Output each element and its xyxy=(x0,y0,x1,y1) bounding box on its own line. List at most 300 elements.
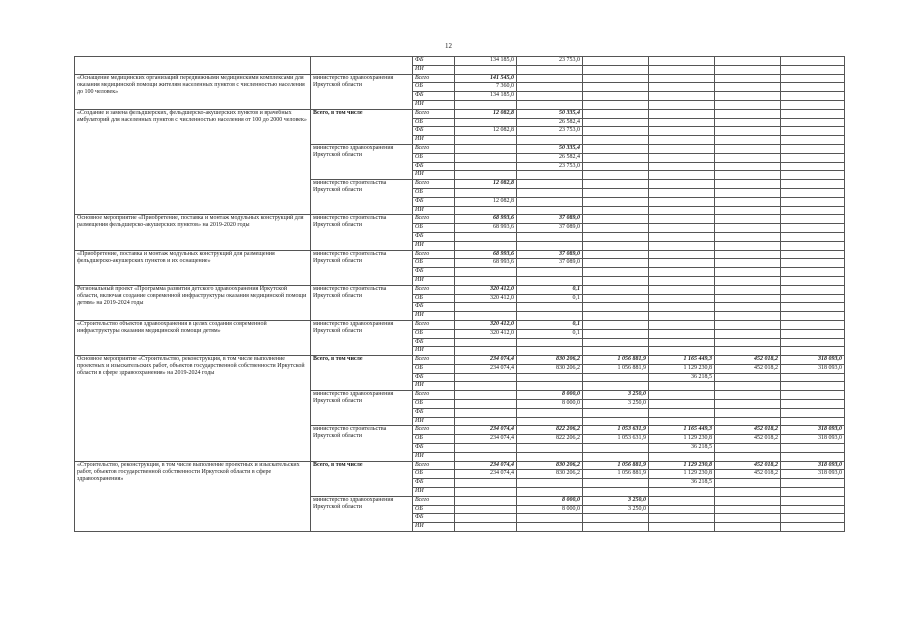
source-cell: ИИ xyxy=(413,488,455,497)
value-cell xyxy=(455,444,517,453)
value-cell xyxy=(715,452,781,461)
value-cell xyxy=(583,136,649,145)
value-cell xyxy=(781,338,845,347)
value-cell: 318 093,0 xyxy=(781,470,845,479)
responsible-cell: министерство строительства Иркутской области xyxy=(311,215,413,250)
event-name-cell: «Создание и замена фельдшерских, фельдшерско-акушерских пунктов и врачебных амбулаторий для населенных пунктов с численностью населения от 100 до 2000 человек» xyxy=(75,109,311,215)
value-cell xyxy=(781,250,845,259)
responsible-cell: министерство строительства Иркутской области xyxy=(311,285,413,320)
event-name-cell: «Строительство объектов здравоохранения в целях создания современной инфраструктуры оказания медицинской помощи детям» xyxy=(75,320,311,355)
value-cell xyxy=(517,479,583,488)
value-cell xyxy=(649,180,715,189)
value-cell xyxy=(649,312,715,321)
value-cell xyxy=(517,444,583,453)
value-cell xyxy=(517,180,583,189)
value-cell xyxy=(649,109,715,118)
value-cell: 1 129 230,8 xyxy=(649,364,715,373)
value-cell xyxy=(649,57,715,66)
value-cell: 452 018,2 xyxy=(715,426,781,435)
value-cell xyxy=(715,250,781,259)
value-cell xyxy=(781,241,845,250)
value-cell xyxy=(649,65,715,74)
value-cell: 318 093,0 xyxy=(781,435,845,444)
value-cell xyxy=(781,312,845,321)
value-cell: 1 129 230,8 xyxy=(649,435,715,444)
value-cell xyxy=(715,127,781,136)
value-cell xyxy=(781,206,845,215)
value-cell xyxy=(649,408,715,417)
responsible-cell: министерство здравоохранения Иркутской области xyxy=(311,74,413,109)
value-cell xyxy=(583,373,649,382)
responsible-cell: министерство здравоохранения Иркутской области xyxy=(311,391,413,426)
value-cell xyxy=(715,109,781,118)
source-cell: ИИ xyxy=(413,452,455,461)
value-cell xyxy=(517,312,583,321)
value-cell xyxy=(715,118,781,127)
value-cell: 822 206,2 xyxy=(517,426,583,435)
value-cell: 0,1 xyxy=(517,294,583,303)
value-cell xyxy=(517,65,583,74)
value-cell xyxy=(781,188,845,197)
value-cell xyxy=(517,452,583,461)
value-cell xyxy=(517,488,583,497)
value-cell: 50 335,4 xyxy=(517,109,583,118)
value-cell xyxy=(583,452,649,461)
value-cell xyxy=(455,118,517,127)
value-cell xyxy=(649,224,715,233)
value-cell xyxy=(649,232,715,241)
value-cell xyxy=(649,382,715,391)
value-cell xyxy=(781,285,845,294)
source-cell: ФБ xyxy=(413,127,455,136)
value-cell xyxy=(781,488,845,497)
source-cell: ИИ xyxy=(413,65,455,74)
value-cell xyxy=(715,285,781,294)
value-cell xyxy=(583,338,649,347)
value-cell xyxy=(455,417,517,426)
value-cell: 452 018,2 xyxy=(715,470,781,479)
value-cell: 318 093,0 xyxy=(781,426,845,435)
value-cell xyxy=(583,127,649,136)
value-cell: 830 206,2 xyxy=(517,364,583,373)
value-cell xyxy=(781,118,845,127)
value-cell xyxy=(455,391,517,400)
value-cell xyxy=(455,241,517,250)
value-cell xyxy=(649,197,715,206)
value-cell xyxy=(583,276,649,285)
value-cell xyxy=(455,268,517,277)
value-cell xyxy=(649,171,715,180)
value-cell: 36 218,5 xyxy=(649,479,715,488)
source-cell: ИИ xyxy=(413,523,455,532)
value-cell: 0,1 xyxy=(517,285,583,294)
value-cell xyxy=(649,162,715,171)
source-cell: ФБ xyxy=(413,303,455,312)
responsible-cell: министерство здравоохранения Иркутской области xyxy=(311,496,413,531)
event-name-cell: Основное мероприятие «Приобретение, поставка и монтаж модульных конструкций для размещения фельдшерско-акушерских пунктов» на 2019-2020 годы xyxy=(75,215,311,250)
value-cell xyxy=(517,417,583,426)
value-cell xyxy=(649,144,715,153)
value-cell: 1 056 881,9 xyxy=(583,461,649,470)
value-cell xyxy=(715,523,781,532)
value-cell: 234 074,4 xyxy=(455,435,517,444)
value-cell xyxy=(715,303,781,312)
value-cell xyxy=(455,408,517,417)
value-cell xyxy=(583,303,649,312)
value-cell xyxy=(715,338,781,347)
value-cell xyxy=(649,206,715,215)
value-cell xyxy=(649,417,715,426)
value-cell xyxy=(455,338,517,347)
value-cell xyxy=(715,294,781,303)
value-cell xyxy=(649,250,715,259)
source-cell: ФБ xyxy=(413,373,455,382)
value-cell xyxy=(781,83,845,92)
value-cell xyxy=(715,382,781,391)
value-cell xyxy=(583,488,649,497)
value-cell xyxy=(583,268,649,277)
value-cell xyxy=(517,276,583,285)
table-row xyxy=(75,250,845,259)
value-cell xyxy=(649,347,715,356)
value-cell: 0,1 xyxy=(517,329,583,338)
value-cell xyxy=(649,74,715,83)
responsible-cell: Всего, в том числе xyxy=(311,461,413,496)
value-cell xyxy=(517,268,583,277)
value-cell xyxy=(649,118,715,127)
value-cell xyxy=(583,74,649,83)
value-cell xyxy=(455,382,517,391)
source-cell: ИИ xyxy=(413,276,455,285)
source-cell: ОБ xyxy=(413,470,455,479)
value-cell xyxy=(517,74,583,83)
value-cell xyxy=(583,417,649,426)
value-cell xyxy=(649,285,715,294)
table-row xyxy=(75,74,845,83)
value-cell: 7 360,0 xyxy=(455,83,517,92)
value-cell xyxy=(649,215,715,224)
value-cell xyxy=(517,514,583,523)
value-cell xyxy=(715,180,781,189)
value-cell xyxy=(583,162,649,171)
value-cell: 23 753,0 xyxy=(517,57,583,66)
value-cell: 318 093,0 xyxy=(781,364,845,373)
budget-table xyxy=(74,56,845,532)
value-cell xyxy=(781,417,845,426)
value-cell xyxy=(583,259,649,268)
value-cell xyxy=(781,400,845,409)
value-cell: 234 074,4 xyxy=(455,426,517,435)
value-cell xyxy=(455,312,517,321)
responsible-cell: Всего, в том числе xyxy=(311,109,413,144)
value-cell xyxy=(455,65,517,74)
value-cell xyxy=(781,303,845,312)
value-cell xyxy=(455,373,517,382)
value-cell xyxy=(583,523,649,532)
value-cell xyxy=(649,400,715,409)
value-cell xyxy=(649,320,715,329)
value-cell: 12 082,8 xyxy=(455,197,517,206)
value-cell xyxy=(715,162,781,171)
value-cell xyxy=(715,83,781,92)
source-cell: Всего xyxy=(413,356,455,365)
value-cell xyxy=(781,347,845,356)
value-cell xyxy=(781,57,845,66)
value-cell xyxy=(715,153,781,162)
value-cell xyxy=(781,276,845,285)
value-cell xyxy=(649,496,715,505)
source-cell: Всего xyxy=(413,74,455,83)
value-cell: 1 129 230,8 xyxy=(649,461,715,470)
value-cell: 1 056 881,9 xyxy=(583,356,649,365)
value-cell xyxy=(517,373,583,382)
value-cell: 3 250,0 xyxy=(583,400,649,409)
value-cell xyxy=(715,92,781,101)
value-cell xyxy=(781,171,845,180)
value-cell xyxy=(455,153,517,162)
source-cell: ОБ xyxy=(413,364,455,373)
event-name-cell xyxy=(75,57,311,75)
source-cell: ИИ xyxy=(413,347,455,356)
responsible-cell: министерство строительства Иркутской области xyxy=(311,250,413,285)
value-cell xyxy=(715,224,781,233)
value-cell xyxy=(715,329,781,338)
value-cell xyxy=(649,391,715,400)
value-cell xyxy=(649,303,715,312)
value-cell xyxy=(517,347,583,356)
value-cell xyxy=(715,373,781,382)
value-cell xyxy=(715,276,781,285)
value-cell: 3 250,0 xyxy=(583,505,649,514)
value-cell xyxy=(781,408,845,417)
event-name-cell: «Приобретение, поставка и монтаж модульных конструкций для размещения фельдшерско-акушерских пунктов и их оснащение» xyxy=(75,250,311,285)
value-cell xyxy=(715,268,781,277)
value-cell xyxy=(517,303,583,312)
value-cell xyxy=(715,215,781,224)
source-cell: ФБ xyxy=(413,57,455,66)
source-cell: Всего xyxy=(413,144,455,153)
value-cell xyxy=(455,171,517,180)
value-cell xyxy=(781,452,845,461)
value-cell xyxy=(781,92,845,101)
value-cell xyxy=(715,232,781,241)
value-cell: 8 000,0 xyxy=(517,400,583,409)
value-cell xyxy=(649,259,715,268)
value-cell xyxy=(715,65,781,74)
value-cell xyxy=(583,285,649,294)
source-cell: ИИ xyxy=(413,417,455,426)
value-cell xyxy=(583,188,649,197)
source-cell: ФБ xyxy=(413,197,455,206)
responsible-cell: министерство строительства Иркутской области xyxy=(311,180,413,215)
value-cell xyxy=(649,294,715,303)
value-cell xyxy=(649,100,715,109)
value-cell xyxy=(583,180,649,189)
source-cell: ОБ xyxy=(413,294,455,303)
value-cell xyxy=(781,109,845,118)
value-cell: 8 000,0 xyxy=(517,496,583,505)
value-cell xyxy=(781,523,845,532)
value-cell: 452 018,2 xyxy=(715,461,781,470)
value-cell: 234 074,4 xyxy=(455,461,517,470)
value-cell: 134 185,0 xyxy=(455,92,517,101)
source-cell: ИИ xyxy=(413,241,455,250)
value-cell xyxy=(455,452,517,461)
value-cell xyxy=(649,83,715,92)
value-cell xyxy=(715,514,781,523)
value-cell xyxy=(517,338,583,347)
value-cell xyxy=(649,338,715,347)
value-cell xyxy=(583,224,649,233)
value-cell xyxy=(455,347,517,356)
value-cell: 37 089,0 xyxy=(517,224,583,233)
value-cell xyxy=(583,479,649,488)
value-cell xyxy=(715,74,781,83)
source-cell: ФБ xyxy=(413,479,455,488)
value-cell xyxy=(583,347,649,356)
value-cell: 320 412,0 xyxy=(455,320,517,329)
value-cell: 23 753,0 xyxy=(517,127,583,136)
value-cell: 452 018,2 xyxy=(715,364,781,373)
value-cell: 3 250,0 xyxy=(583,496,649,505)
value-cell: 12 082,8 xyxy=(455,180,517,189)
source-cell: ОБ xyxy=(413,83,455,92)
value-cell xyxy=(715,57,781,66)
source-cell: Всего xyxy=(413,285,455,294)
source-cell: ИИ xyxy=(413,206,455,215)
value-cell xyxy=(583,320,649,329)
value-cell xyxy=(715,488,781,497)
value-cell xyxy=(583,444,649,453)
value-cell xyxy=(455,303,517,312)
source-cell: ФБ xyxy=(413,444,455,453)
value-cell xyxy=(455,206,517,215)
value-cell xyxy=(715,197,781,206)
value-cell xyxy=(517,171,583,180)
event-name-cell: «Оснащение медицинских организаций передвижными медицинскими комплексами для оказания медицинской помощи жителям населенных пунктов с численностью населения до 100 человек» xyxy=(75,74,311,109)
value-cell xyxy=(517,408,583,417)
value-cell xyxy=(781,391,845,400)
value-cell: 234 074,4 xyxy=(455,470,517,479)
value-cell xyxy=(583,294,649,303)
value-cell xyxy=(781,514,845,523)
source-cell: ОБ xyxy=(413,400,455,409)
value-cell: 1 129 230,8 xyxy=(649,470,715,479)
source-cell: ОБ xyxy=(413,505,455,514)
source-cell: Всего xyxy=(413,180,455,189)
value-cell xyxy=(455,514,517,523)
value-cell xyxy=(583,92,649,101)
value-cell xyxy=(583,57,649,66)
value-cell xyxy=(781,496,845,505)
value-cell xyxy=(517,382,583,391)
value-cell xyxy=(715,171,781,180)
value-cell: 37 089,0 xyxy=(517,250,583,259)
value-cell xyxy=(715,312,781,321)
value-cell xyxy=(455,100,517,109)
value-cell xyxy=(455,488,517,497)
source-cell: ФБ xyxy=(413,232,455,241)
value-cell xyxy=(781,505,845,514)
value-cell xyxy=(455,523,517,532)
value-cell xyxy=(649,276,715,285)
value-cell xyxy=(455,162,517,171)
source-cell: ОБ xyxy=(413,329,455,338)
value-cell xyxy=(781,232,845,241)
value-cell: 452 018,2 xyxy=(715,435,781,444)
value-cell: 318 093,0 xyxy=(781,461,845,470)
source-cell: ИИ xyxy=(413,136,455,145)
value-cell xyxy=(583,171,649,180)
table-row xyxy=(75,285,845,294)
value-cell xyxy=(781,268,845,277)
value-cell: 830 206,2 xyxy=(517,470,583,479)
source-cell: ФБ xyxy=(413,514,455,523)
responsible-cell: министерство строительства Иркутской области xyxy=(311,426,413,461)
value-cell xyxy=(583,382,649,391)
value-cell xyxy=(715,188,781,197)
value-cell xyxy=(781,329,845,338)
value-cell xyxy=(583,241,649,250)
event-name-cell: Основное мероприятие «Строительство, реконструкция, в том числе выполнение проектных и изыскательских работ, объектов государственной собственности Иркутской области в сфере здравоохранения» на 2019-2024 годы xyxy=(75,356,311,462)
value-cell: 26 582,4 xyxy=(517,118,583,127)
value-cell xyxy=(583,408,649,417)
value-cell xyxy=(781,224,845,233)
value-cell: 68 993,6 xyxy=(455,259,517,268)
value-cell: 830 206,2 xyxy=(517,461,583,470)
value-cell xyxy=(649,188,715,197)
value-cell xyxy=(781,162,845,171)
value-cell: 1 165 449,3 xyxy=(649,426,715,435)
value-cell: 37 089,0 xyxy=(517,215,583,224)
value-cell xyxy=(517,523,583,532)
source-cell: ФБ xyxy=(413,338,455,347)
value-cell xyxy=(649,92,715,101)
value-cell xyxy=(715,259,781,268)
value-cell xyxy=(583,83,649,92)
value-cell: 1 056 881,9 xyxy=(583,364,649,373)
value-cell xyxy=(715,144,781,153)
value-cell xyxy=(517,136,583,145)
value-cell: 830 206,2 xyxy=(517,356,583,365)
value-cell xyxy=(715,505,781,514)
source-cell: ОБ xyxy=(413,259,455,268)
value-cell: 12 082,8 xyxy=(455,109,517,118)
value-cell xyxy=(715,408,781,417)
value-cell xyxy=(583,109,649,118)
value-cell: 0,1 xyxy=(517,320,583,329)
value-cell: 36 218,5 xyxy=(649,444,715,453)
source-cell: ОБ xyxy=(413,118,455,127)
value-cell: 234 074,4 xyxy=(455,364,517,373)
source-cell: ОБ xyxy=(413,153,455,162)
table-row xyxy=(75,109,845,118)
value-cell: 36 218,5 xyxy=(649,373,715,382)
value-cell xyxy=(781,65,845,74)
value-cell xyxy=(781,153,845,162)
table-row xyxy=(75,57,845,66)
value-cell xyxy=(715,136,781,145)
value-cell xyxy=(455,136,517,145)
table-row xyxy=(75,356,845,365)
value-cell xyxy=(517,197,583,206)
value-cell: 68 993,6 xyxy=(455,224,517,233)
source-cell: Всего xyxy=(413,250,455,259)
source-cell: ОБ xyxy=(413,188,455,197)
value-cell xyxy=(649,523,715,532)
value-cell xyxy=(781,382,845,391)
page-number: 12 xyxy=(445,42,452,50)
